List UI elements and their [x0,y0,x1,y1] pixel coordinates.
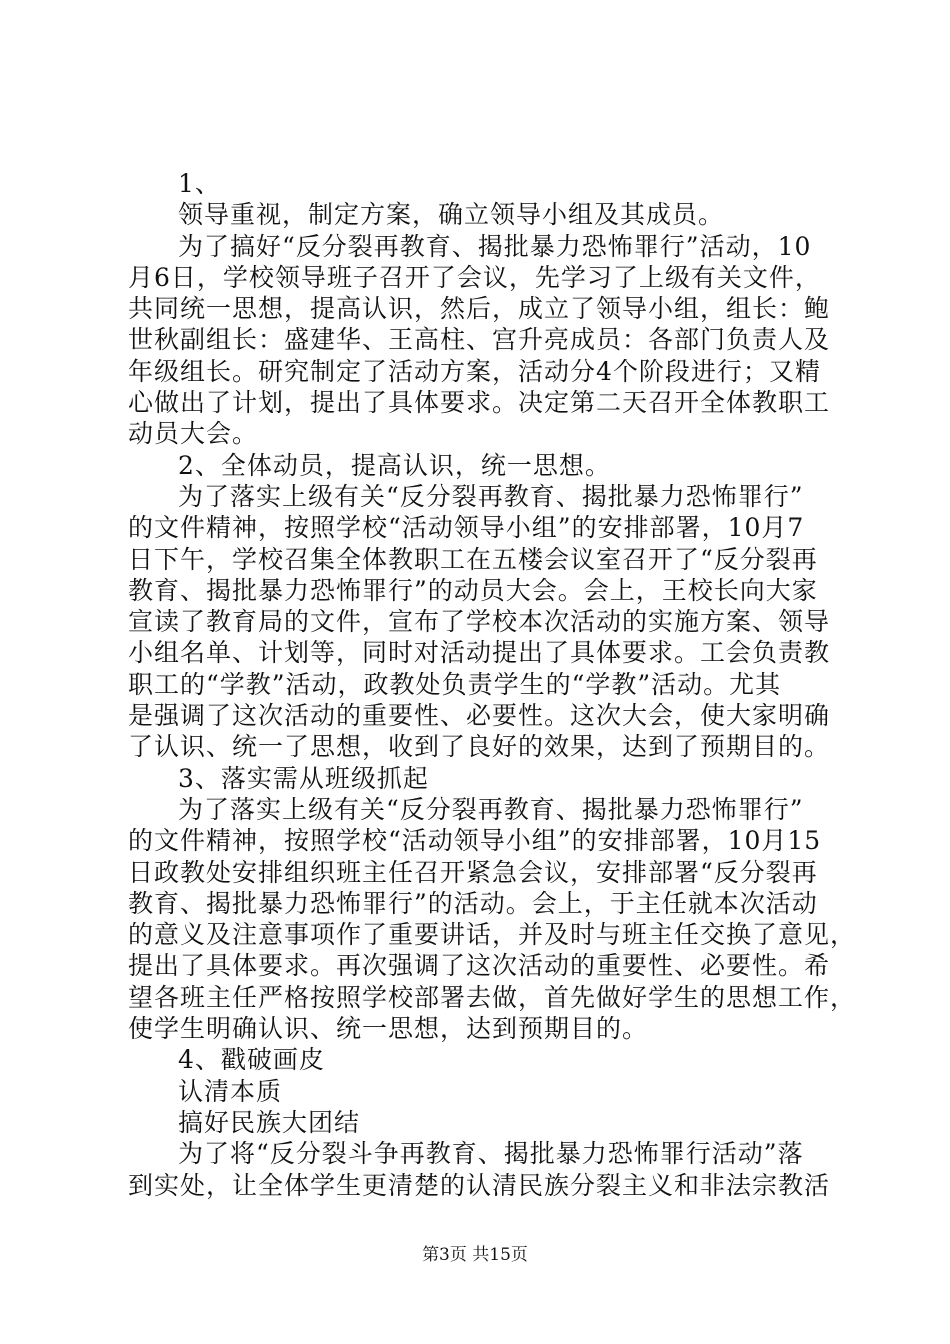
text-line: 日下午，学校召集全体教职工在五楼会议室召开了“反分裂再 [128,544,818,574]
text-line: 年级组长。研究制定了活动方案，活动分4个阶段进行；又精 [128,356,821,386]
text-line: 2、全体动员，提高认识，统一思想。 [178,450,611,480]
text-line: 月6日，学校领导班子召开了会议，先学习了上级有关文件， [128,262,821,292]
text-line: 使学生明确认识、统一思想，达到预期目的。 [128,1014,649,1044]
page-footer: 第3页 共15页 [422,1245,528,1265]
text-line: 的意义及注意事项作了重要讲话，并及时与班主任交换了意见， [128,920,857,950]
text-line: 1、 [178,169,221,198]
text-line: 宣读了教育局的文件，宣布了学校本次活动的实施方案、领导 [128,607,831,637]
text-line: 教育、揭批暴力恐怖罪行”的动员大会。会上，王校长向大家 [128,575,818,605]
text-line: 提出了具体要求。再次强调了这次活动的重要性、必要性。希 [128,951,831,981]
text-line: 为了搞好“反分裂再教育、揭批暴力恐怖罪行”活动，10 [178,231,812,261]
text-line: 到实处，让全体学生更清楚的认清民族分裂主义和非法宗教活 [128,1170,831,1200]
text-line: 的文件精神，按照学校“活动领导小组”的安排部署，10月15 [128,826,822,856]
text-line: 了认识、统一了思想，收到了良好的效果，达到了预期目的。 [128,732,831,762]
text-line: 是强调了这次活动的重要性、必要性。这次大会，使大家明确 [128,701,831,731]
text-line: 4、戳破画皮 [178,1045,325,1075]
text-line: 的文件精神，按照学校“活动领导小组”的安排部署，10月7 [128,513,805,543]
text-line: 领导重视，制定方案，确立领导小组及其成员。 [178,200,725,230]
text-line: 3、落实需从班级抓起 [178,763,429,793]
text-line: 职工的“学教”活动，政教处负责学生的“学教”活动。尤其 [128,669,782,699]
document-body [128,168,857,1201]
text-line: 搞好民族大团结 [178,1107,361,1137]
text-line: 小组名单、计划等，同时对活动提出了具体要求。工会负责教 [128,638,831,668]
text-line: 日政教处安排组织班主任召开紧急会议，安排部署“反分裂再 [128,857,818,887]
text-line: 动员大会。 [128,419,259,449]
text-line: 为了落实上级有关“反分裂再教育、揭批暴力恐怖罪行” [178,794,804,824]
text-line: 为了落实上级有关“反分裂再教育、揭批暴力恐怖罪行” [178,481,804,511]
text-line: 共同统一思想，提高认识，然后，成立了领导小组，组长：鲍 [128,294,831,324]
text-line: 望各班主任严格按照学校部署去做，首先做好学生的思想工作， [128,982,857,1012]
text-line: 教育、揭批暴力恐怖罪行”的活动。会上，于主任就本次活动 [128,888,818,918]
text-line: 认清本质 [178,1076,283,1106]
text-line: 世秋副组长：盛建华、王高柱、宫升亮成员：各部门负责人及 [128,325,831,355]
text-line: 为了将“反分裂斗争再教育、揭批暴力恐怖罪行活动”落 [178,1139,804,1169]
text-line: 心做出了计划，提出了具体要求。决定第二天召开全体教职工 [128,388,831,418]
